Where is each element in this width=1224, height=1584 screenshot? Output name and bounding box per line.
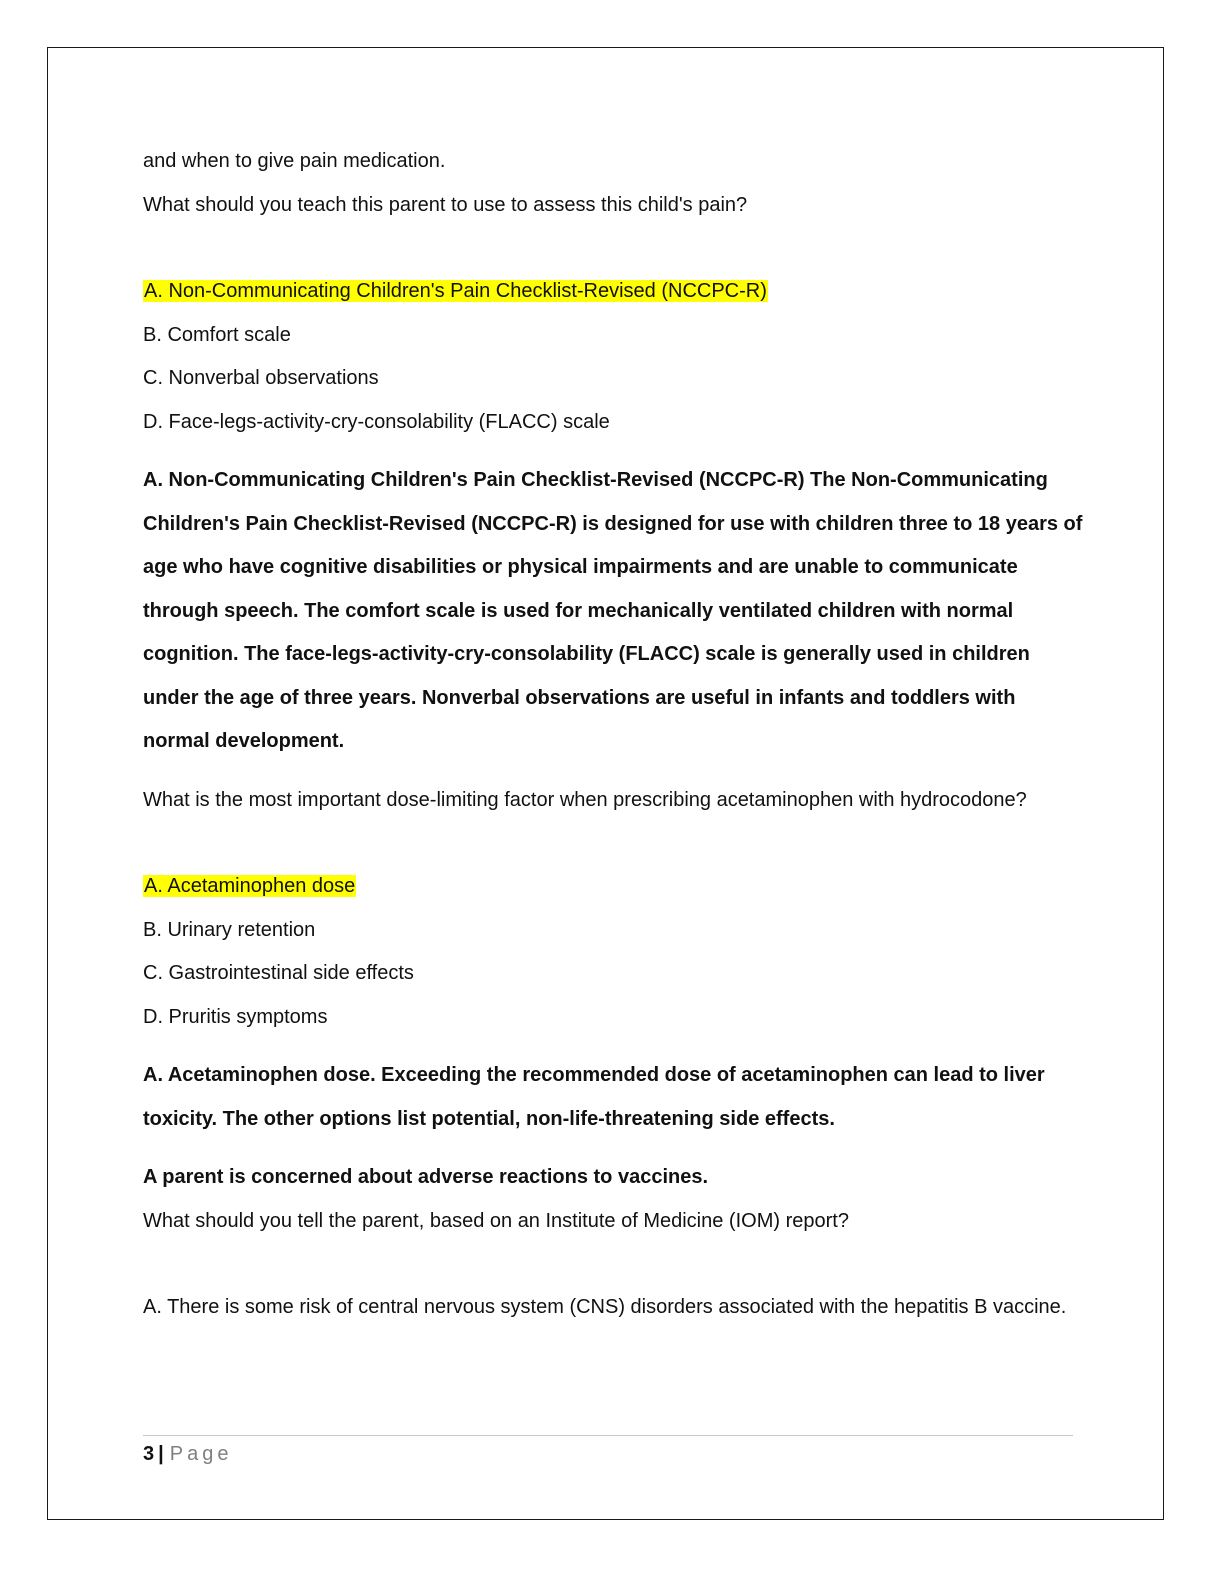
footer-divider (143, 1435, 1073, 1436)
question-2-stem: What is the most important dose-limiting factor when prescribing acetaminophen with hydrocodone? (143, 788, 1027, 811)
document-body (143, 140, 1083, 1330)
question-2-option-d: D. Pruritis symptoms (143, 1005, 328, 1028)
question-1-stem: What should you teach this parent to use to assess this child's pain? (143, 193, 748, 216)
page-number: 3 (143, 1443, 155, 1465)
question-1-option-a (143, 270, 1083, 314)
question-1-option-b: B. Comfort scale (143, 323, 291, 346)
page-footer (143, 1441, 232, 1467)
page-label: Page (169, 1443, 233, 1465)
question-3-stem: What should you tell the parent, based on an Institute of Medicine (IOM) report? (143, 1209, 849, 1232)
question-2-option-b: B. Urinary retention (143, 918, 316, 941)
highlighted-answer: A. Non-Communicating Children's Pain Checklist-Revised (NCCPC-R) (144, 280, 767, 302)
footer-separator: | (158, 1443, 164, 1465)
question-1-option-c: C. Nonverbal observations (143, 367, 379, 389)
question-1-rationale: A. Non-Communicating Children's Pain Checklist-Revised (NCCPC-R) The Non-Communicating Children's Pain Checklist-Revised (NCCPC-R) is designed for use with children three to 18 years of age who have cognitive disabilities or physical impairments and are unable to communicate through speech. The comfort scale is used for mechanically ventilated children with normal cognition. The face-legs-activity-cry-consolability (FLACC) scale is generally used in children under the age of three years. Nonverbal observations are useful in infants and toddlers with normal development. (143, 469, 1083, 752)
question-3-intro: A parent is concerned about adverse reactions to vaccines. (143, 1166, 709, 1188)
question-1-option-d: D. Face-legs-activity-cry-consolability (FLACC) scale (143, 410, 610, 433)
highlighted-answer: A. Acetaminophen dose (144, 875, 356, 897)
continuation-line: and when to give pain medication. (143, 150, 446, 172)
question-2-option-c: C. Gastrointestinal side effects (143, 962, 414, 984)
question-3-option-a: A. There is some risk of central nervous system (CNS) disorders associated with the hepatitis B vaccine. (143, 1296, 1067, 1318)
question-2-option-a (143, 865, 1083, 909)
question-2-rationale: A. Acetaminophen dose. Exceeding the recommended dose of acetaminophen can lead to liver toxicity. The other options list potential, non-life-threatening side effects. (143, 1064, 1045, 1130)
